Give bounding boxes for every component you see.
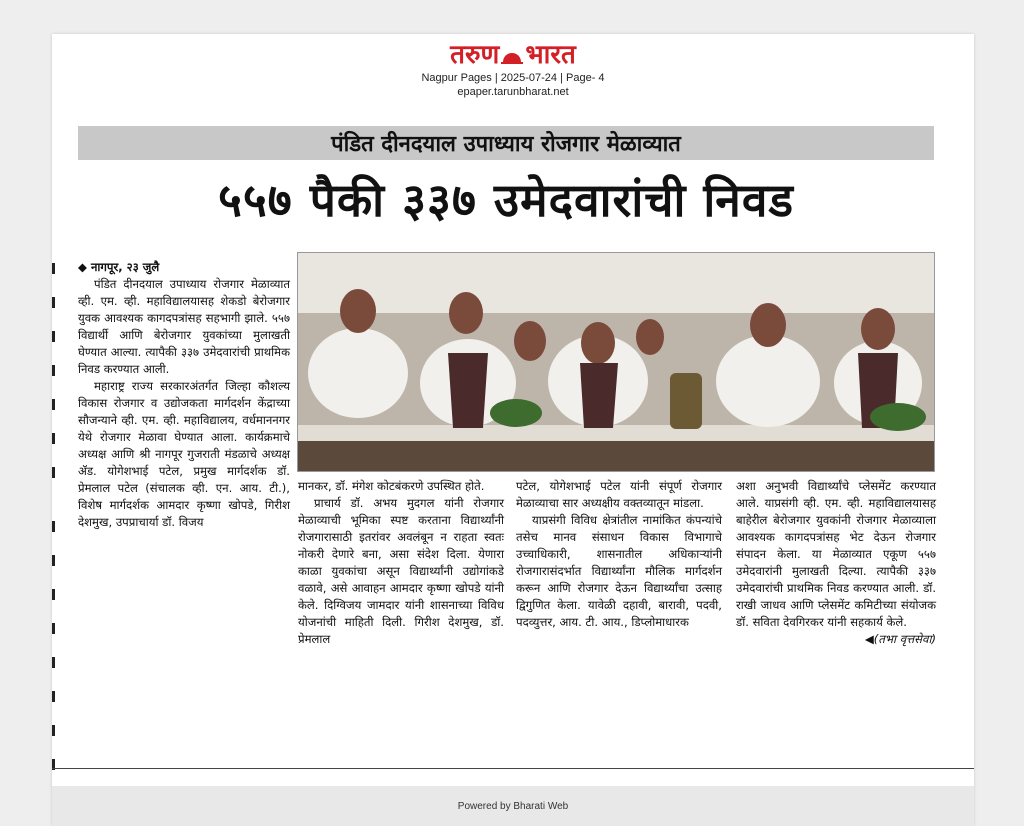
sunrise-icon bbox=[501, 46, 523, 64]
paragraph: अशा अनुभवी विद्यार्थ्यांचे प्लेसमेंट करण्यात आले. याप्रसंगी व्ही. एम. व्ही. महाविद्यालयासह बाहेरील बेरोजगार युवकांनी रोजगार मेळाव्याला आवश्यक कागदपत्रांसह भेट देऊन रोजगार संपादन केला. या मेळाव्यात एकूण ५५७ उमेदवारांनी मुलाखती दिल्या. त्यापैकी ३३७ उमेदवारांची प्राथमिक निवड करण्यात आली. डॉ. राखी जाधव आणि प्लेसमेंट कमिटीच्या संयोजक डॉ. सविता देवगिरकर यांनी सहकार्य केले. bbox=[736, 479, 936, 629]
dateline: ◆ नागपूर, २३ जुलै bbox=[78, 260, 160, 274]
article-column-4 bbox=[736, 478, 936, 648]
news-service-credit: ◀(तभा वृत्तसेवा) bbox=[864, 632, 936, 646]
epaper-page bbox=[52, 34, 974, 826]
article-column-3 bbox=[516, 478, 722, 631]
paragraph: पटेल, योगेशभाई पटेल यांनी संपूर्ण रोजगार मेळाव्याचा सार अध्यक्षीय वक्तव्यातून मांडला. bbox=[516, 479, 722, 510]
kicker-band bbox=[78, 126, 934, 160]
newspaper-logo[interactable] bbox=[450, 40, 576, 70]
adjacent-column-edge bbox=[52, 259, 60, 779]
article-column-1 bbox=[78, 259, 290, 531]
article-kicker: पंडित दीनदयाल उपाध्याय रोजगार मेळाव्यात bbox=[331, 132, 681, 157]
footer bbox=[52, 786, 974, 826]
paragraph: पंडित दीनदयाल उपाध्याय रोजगार मेळाव्यात व्ही. एम. व्ही. महाविद्यालयासह शेकडो बेरोजगार युवक आवश्यक कागदपत्रांसह सहभागी झाले. ५५७ विद्यार्थी आणि बेरोजगार युवकांच्या मुलाखती घेण्यात आल्या. त्यापैकी ३३७ उमेदवारांची प्राथमिक निवड करण्यात आली. bbox=[78, 277, 290, 376]
logo-text-left: तरुण bbox=[450, 40, 500, 70]
event-photo bbox=[297, 252, 935, 472]
event-photo-illustration bbox=[298, 253, 934, 471]
paragraph: मानकर, डॉ. मंगेश कोटबंकरणे उपस्थित होते. bbox=[298, 479, 485, 493]
article-headline: ५५७ पैकी ३३७ उमेदवारांची निवड bbox=[217, 173, 795, 227]
paragraph: प्राचार्य डॉ. अभय मुदगल यांनी रोजगार मेळाव्याची भूमिका स्पष्ट करताना विद्यार्थ्यांनी रोजगारासाठी इतरांवर अवलंबून न राहता स्वतः नोकरी देणारे बना, असा संदेश दिला. येणारा काळा युवकांचा असून विद्यार्थ्यांनी उद्योगांकडे वळावे, असे आवाहन आमदार कृष्णा खोपडे यांनी केले. दिग्विजय जामदार यांनी शासनाच्या विविध योजनांची माहिती दिली. गिरीश देशमुख, डॉ. प्रेमलाल bbox=[298, 496, 504, 646]
masthead bbox=[52, 40, 974, 99]
edition-meta: Nagpur Pages | 2025-07-24 | Page- 4 bbox=[421, 72, 605, 84]
powered-by-link[interactable]: Powered by Bharati Web bbox=[457, 800, 569, 812]
site-url[interactable]: epaper.tarunbharat.net bbox=[457, 86, 569, 98]
logo-text-right: भारत bbox=[525, 40, 576, 70]
divider bbox=[52, 768, 974, 769]
paragraph: याप्रसंगी विविध क्षेत्रांतील नामांकित कंपन्यांचे तसेच मानव संसाधन विकास विभागाचे उच्चाधिकारी, शासनातील अधिकाऱ्यांनी रोजगारासंदर्भात विद्यार्थ्यांना मौलिक मार्गदर्शन करून आणि रोजगार देऊन विद्यार्थ्यांचा उत्साह द्विगुणित केला. यावेळी दहावी, बारावी, पदवी, पदव्युत्तर, आय. टी. आय., डिप्लोमाधारक bbox=[516, 513, 722, 629]
article-column-2 bbox=[298, 478, 504, 648]
paragraph: महाराष्ट्र राज्य सरकारअंतर्गत जिल्हा कौशल्य विकास रोजगार व उद्योजकता मार्गदर्शन केंद्राच्या सौजन्याने व्ही. एम. व्ही. महाविद्यालय, वर्धमाननगर येथे रोजगार मेळावा घेण्यात आला. कार्यक्रमाचे अध्यक्ष आणि श्री नागपूर गुजराती मंडळाचे अध्यक्ष ॲड. योगेशभाई पटेल, प्रमुख मार्गदर्शक डॉ. प्रेमलाल पटेल (संचालक व्ही. एन. आय. टी.), विशेष मार्गदर्शक आमदार कृष्णा खोपडे, गिरीश देशमुख, उपप्राचार्या डॉ. विजय bbox=[78, 379, 290, 529]
credit-line bbox=[736, 631, 936, 648]
